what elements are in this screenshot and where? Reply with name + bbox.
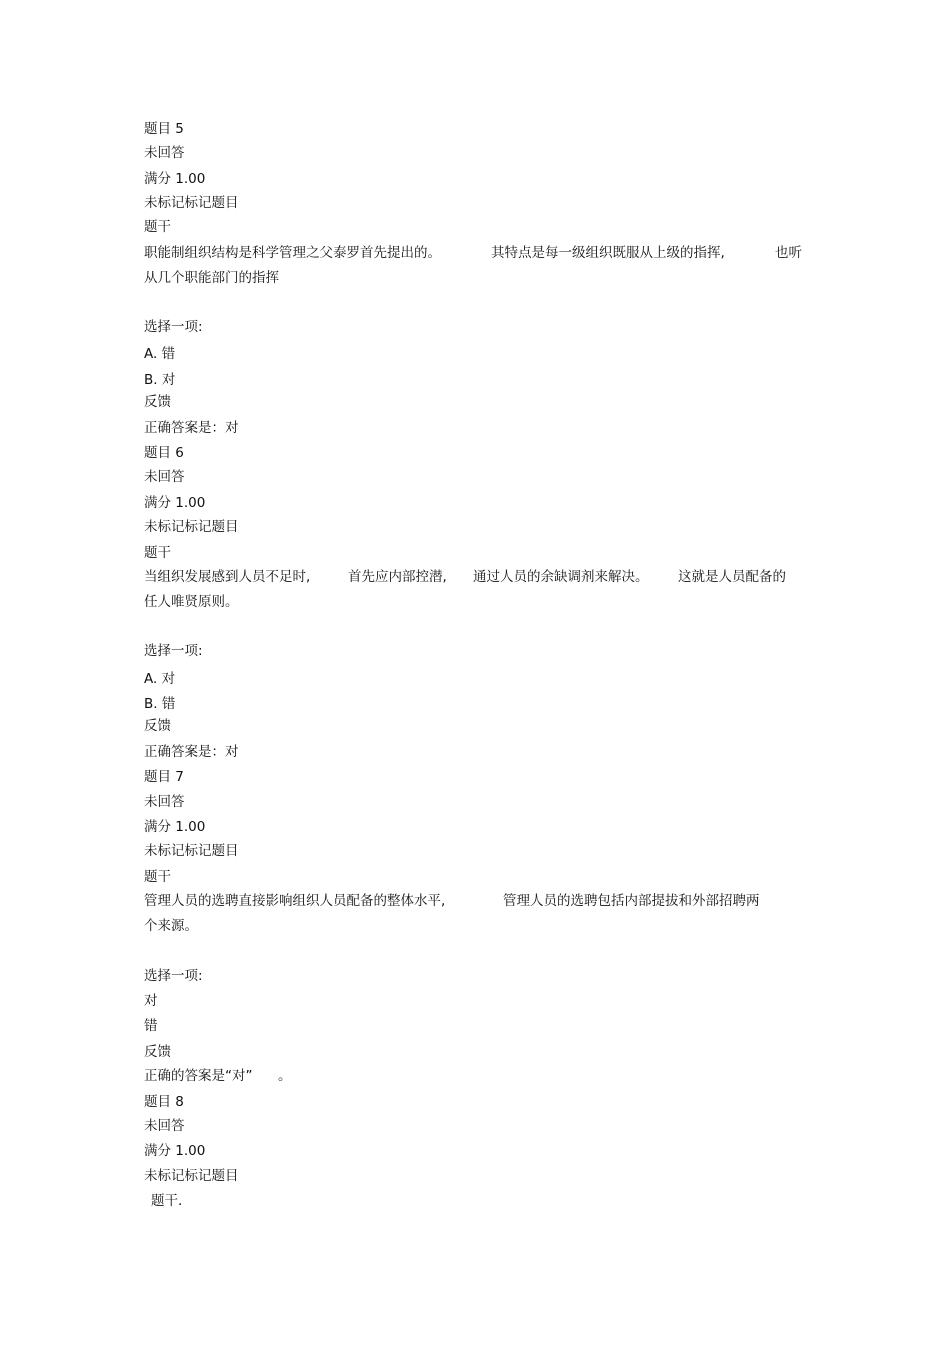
question-6-title: 题目 6 — [144, 445, 184, 461]
question-5-stem-label: 题干 — [144, 219, 171, 235]
question-8-score: 满分 1.00 — [144, 1143, 206, 1159]
question-7-prompt: 选择一项: — [144, 968, 203, 984]
question-5-answer: 正确答案是：对 — [144, 420, 239, 436]
question-7-flag: 未标记标记题目 — [144, 843, 239, 859]
question-7-stem-label: 题干 — [144, 869, 171, 885]
question-7-stem-segment-a: 管理人员的选聘直接影响组织人员配备的整体水平, — [144, 893, 446, 909]
question-6-feedback-label: 反馈 — [144, 718, 171, 734]
question-6-stem-label: 题干 — [144, 545, 171, 561]
question-6-stem-segment-c: 通过人员的余缺调剂来解决。 — [473, 569, 649, 585]
question-7-option-b[interactable]: 错 — [144, 1018, 158, 1034]
question-7-answer-text: 正确的答案是“对” — [144, 1068, 253, 1084]
question-6-option-b[interactable]: B. 错 — [144, 696, 176, 712]
question-7-answer — [144, 1067, 344, 1085]
question-7-status: 未回答 — [144, 794, 185, 810]
question-8-stem-label: 题干. — [151, 1193, 183, 1209]
question-5-flag: 未标记标记题目 — [144, 195, 239, 211]
question-5-score: 满分 1.00 — [144, 171, 206, 187]
question-5-title: 题目 5 — [144, 121, 184, 137]
question-7-stem-segment-b: 管理人员的选聘包括内部提拔和外部招聘两 — [503, 893, 760, 909]
question-6-score: 满分 1.00 — [144, 495, 206, 511]
question-7-feedback-label: 反馈 — [144, 1044, 171, 1060]
question-5-stem-segment-b: 其特点是每一级组织既服从上级的指挥, — [491, 245, 725, 261]
question-5-stem-line-2: 从几个职能部门的指挥 — [144, 270, 279, 286]
question-6-stem-line-1 — [144, 568, 804, 586]
question-6-answer: 正确答案是：对 — [144, 744, 239, 760]
question-7-score: 满分 1.00 — [144, 819, 206, 835]
question-5-feedback-label: 反馈 — [144, 394, 171, 410]
question-6-stem-segment-a: 当组织发展感到人员不足时, — [144, 569, 311, 585]
question-6-stem-segment-d: 这就是人员配备的 — [678, 569, 786, 585]
question-6-stem-segment-b: 首先应内部控潜, — [348, 569, 447, 585]
question-5-stem-segment-a: 职能制组织结构是科学管理之父泰罗首先提出的。 — [144, 245, 441, 261]
question-6-prompt: 选择一项: — [144, 643, 203, 659]
question-6-stem-line-2: 任人唯贤原则。 — [144, 594, 239, 610]
question-7-title: 题目 7 — [144, 769, 184, 785]
question-6-option-a[interactable]: A. 对 — [144, 671, 176, 687]
question-5-stem-segment-c: 也听 — [775, 245, 802, 261]
question-7-answer-period: 。 — [278, 1068, 292, 1084]
question-7-option-a[interactable]: 对 — [144, 993, 158, 1009]
question-6-status: 未回答 — [144, 469, 185, 485]
question-5-prompt: 选择一项: — [144, 319, 203, 335]
question-8-status: 未回答 — [144, 1118, 185, 1134]
question-5-option-a[interactable]: A. 错 — [144, 346, 176, 362]
question-5-status: 未回答 — [144, 145, 185, 161]
question-7-stem-line-1 — [144, 892, 804, 910]
question-6-flag: 未标记标记题目 — [144, 519, 239, 535]
question-5-stem-line-1 — [144, 244, 804, 262]
question-8-flag: 未标记标记题目 — [144, 1168, 239, 1184]
question-8-title: 题目 8 — [144, 1094, 184, 1110]
question-7-stem-line-2: 个来源。 — [144, 918, 198, 934]
question-5-option-b[interactable]: B. 对 — [144, 372, 176, 388]
